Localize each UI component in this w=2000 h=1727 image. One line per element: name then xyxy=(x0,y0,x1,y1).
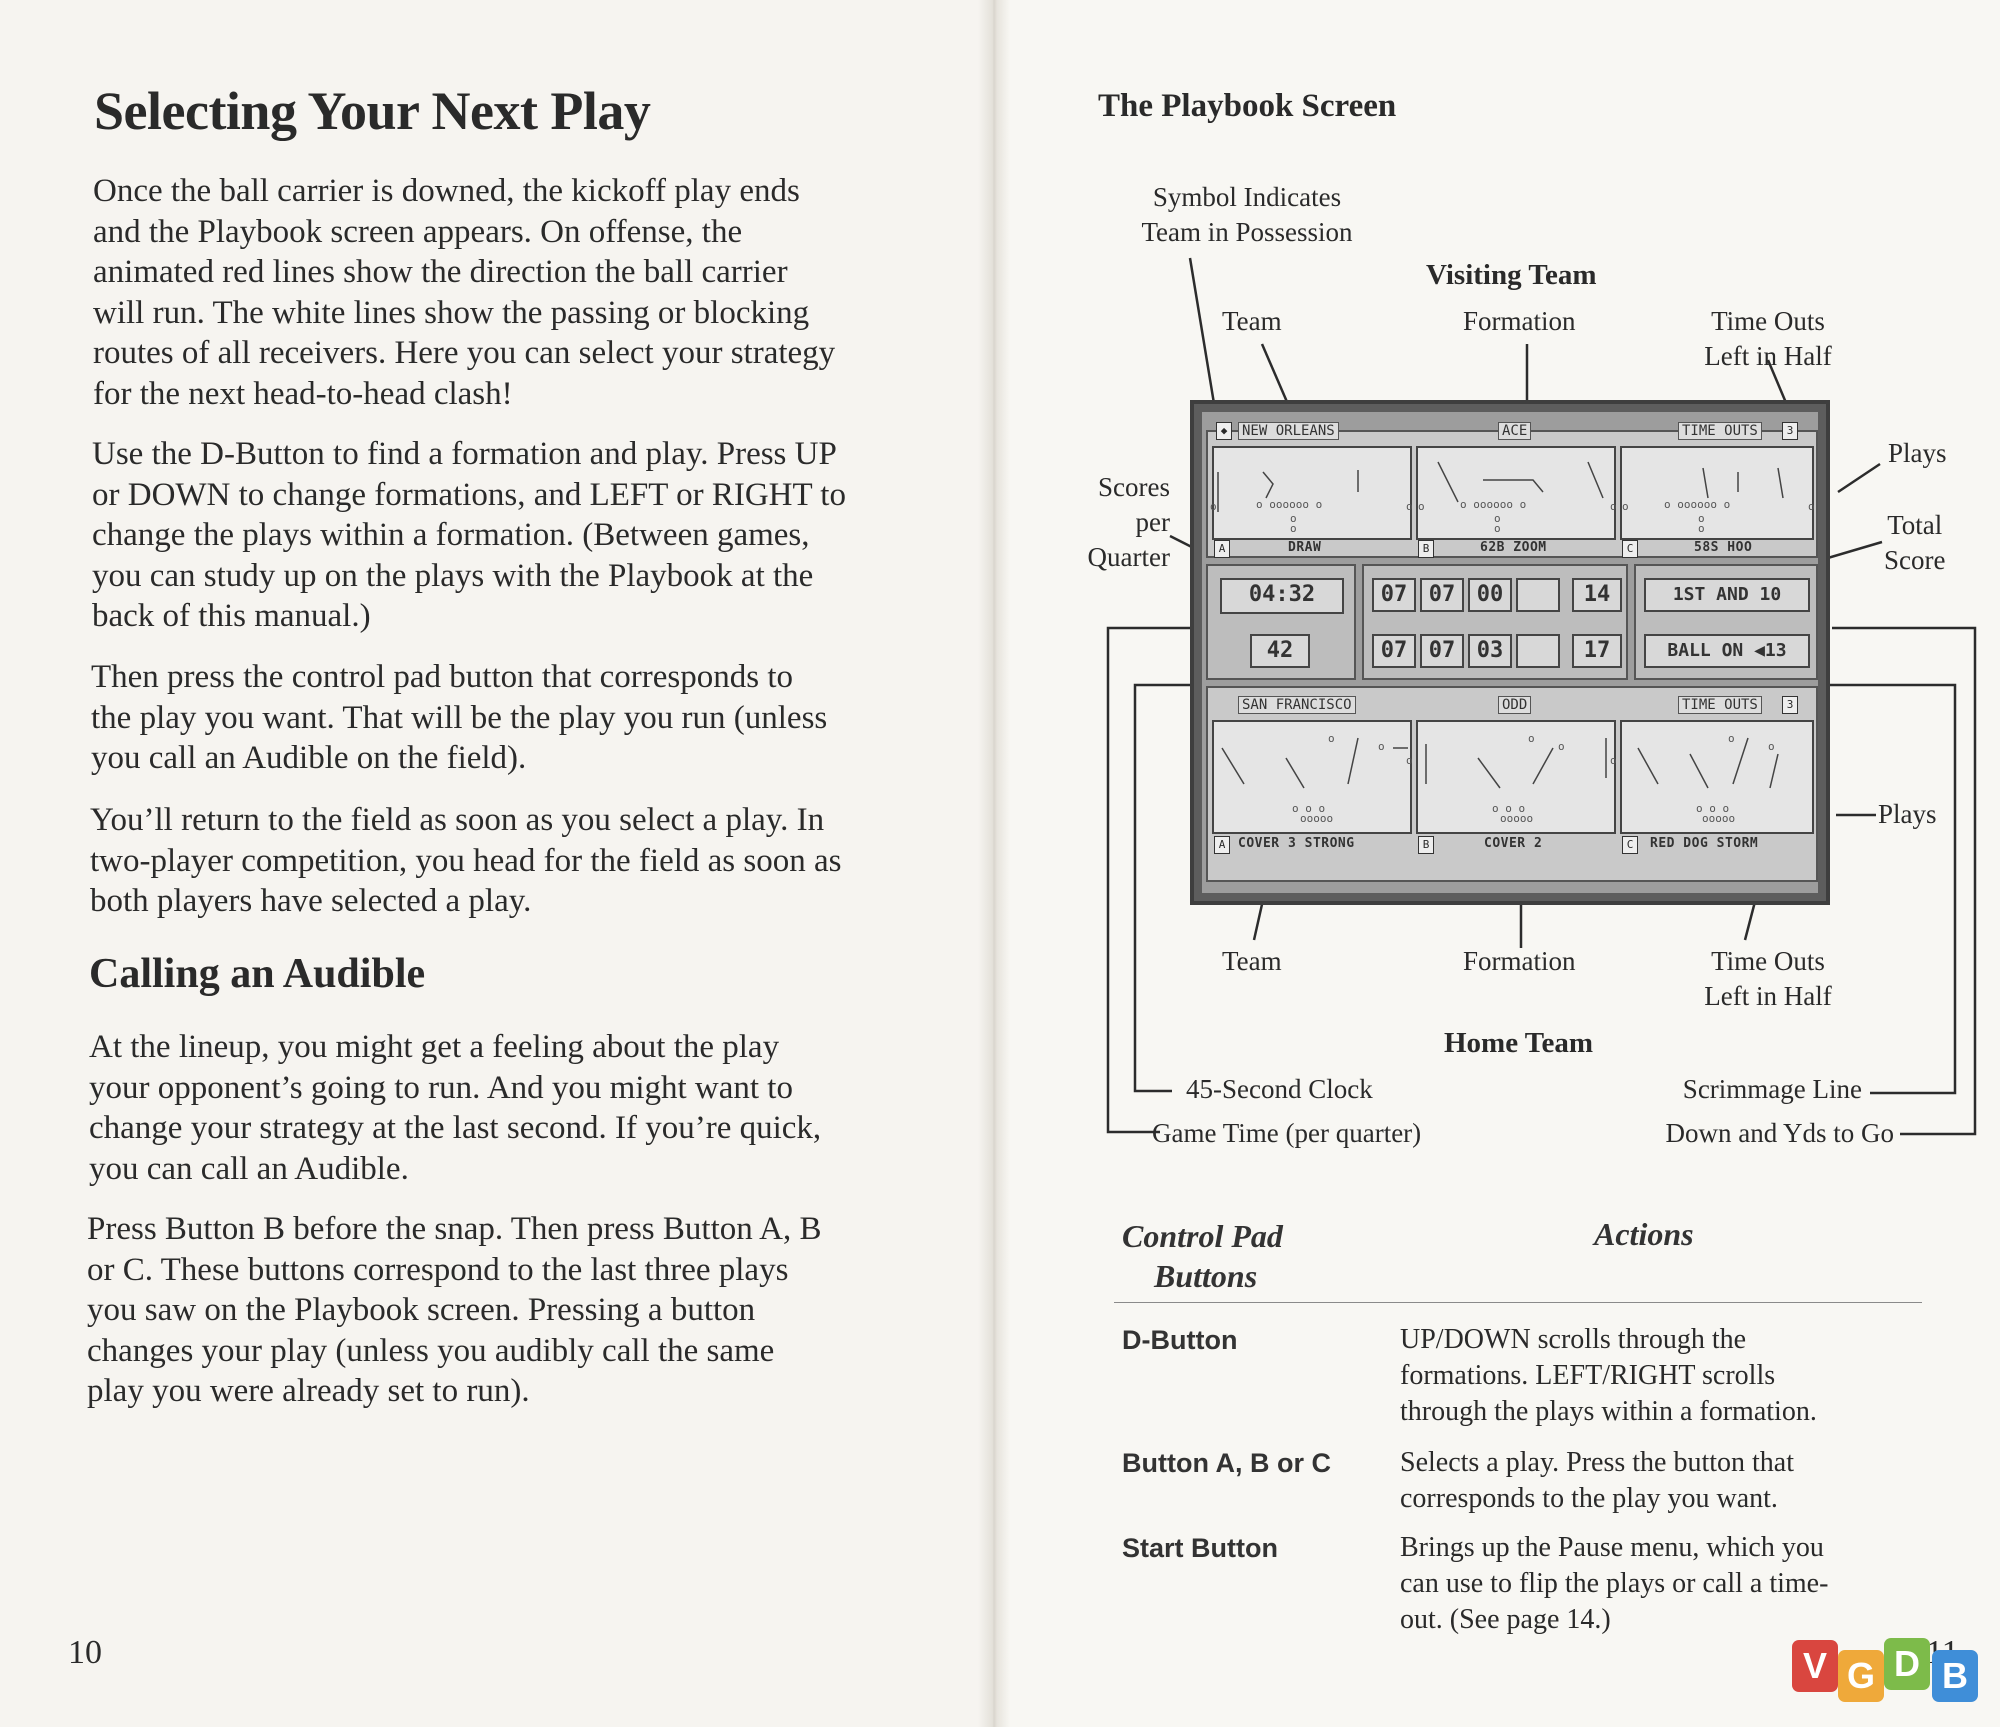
logo-tile-b: B xyxy=(1932,1650,1978,1702)
table-row-key: D-Button xyxy=(1122,1325,1238,1355)
logo-tile-d: D xyxy=(1884,1638,1930,1690)
table-row-action: Brings up the Pause menu, which you can use to flip the plays or call a time- out. (See page 14.) xyxy=(1400,1532,1829,1635)
svg-text:o: o xyxy=(1406,500,1413,513)
svg-text:o: o xyxy=(1378,740,1385,753)
home-total: 17 xyxy=(1572,634,1622,668)
paragraph-6: Press Button B before the snap. Then press Button A, B or C. These buttons correspond to the last three plays you saw on the Playbook screen. Pressing a button changes your play (unless you audibly call the same play you were already set to run). xyxy=(87,1211,822,1409)
label-plays-top: Plays xyxy=(1888,438,1947,468)
home-q1: 07 xyxy=(1372,634,1416,668)
visitor-play-a-name: DRAW xyxy=(1288,540,1322,555)
home-play-c-name: RED DOG STORM xyxy=(1650,836,1759,851)
label-plays-bottom: Plays xyxy=(1878,799,1937,829)
svg-text:o: o xyxy=(1418,500,1425,513)
visitor-q4 xyxy=(1516,578,1560,612)
visitor-q1: 07 xyxy=(1372,578,1416,612)
svg-text:o: o xyxy=(1610,500,1617,513)
home-q4 xyxy=(1516,634,1560,668)
label-symbol-indicates: Symbol Indicates Team in Possession xyxy=(1141,182,1353,247)
svg-text:o: o xyxy=(1622,500,1629,513)
label-formation-bottom: Formation xyxy=(1463,946,1576,976)
svg-text:o: o xyxy=(1494,522,1501,535)
svg-text:o o o: o o o xyxy=(1292,802,1326,815)
label-team-bottom: Team xyxy=(1222,946,1282,976)
down-distance-panel xyxy=(1634,564,1818,680)
visitor-timeouts-count: 3 xyxy=(1782,422,1798,440)
table-row-action: Selects a play. Press the button that corresponds to the play you want. xyxy=(1400,1447,1794,1514)
label-game-time: Game Time (per quarter) xyxy=(1152,1118,1422,1148)
page-number-left: 10 xyxy=(68,1634,102,1671)
svg-text:o oooooo o: o oooooo o xyxy=(1460,498,1527,511)
svg-text:o: o xyxy=(1528,732,1535,745)
label-down-and-yds: Down and Yds to Go xyxy=(1665,1118,1894,1148)
svg-text:o: o xyxy=(1728,732,1735,745)
svg-text:o: o xyxy=(1558,740,1565,753)
svg-text:o: o xyxy=(1808,500,1815,513)
heading-calling-audible: Calling an Audible xyxy=(89,951,426,997)
paragraph-4: You’ll return to the field as soon as you select a play. In two-player competition, you head for the field as soon as both players have selected a play. xyxy=(90,802,842,919)
home-team-name: SAN FRANCISCO xyxy=(1238,696,1356,714)
paragraph-2: Use the D-Button to find a formation and play. Press UP or DOWN to change formations, and LEFT or RIGHT to change the plays within a formation. (Between games, you can study up on the plays with the Playbook at the back of this manual.) xyxy=(92,436,846,634)
paragraph-5: At the lineup, you might get a feeling about the play your opponent’s going to run. And you might want to change your strategy at the last second. If you’re quick, you can call an Audible. xyxy=(89,1029,822,1187)
playbook-screen-title: The Playbook Screen xyxy=(1098,88,1397,124)
svg-text:o: o xyxy=(1406,754,1413,767)
playbook-game-screenshot xyxy=(1190,400,1830,905)
svg-text:ooooo: ooooo xyxy=(1500,812,1534,825)
clock-panel xyxy=(1206,564,1356,680)
paragraph-1: Once the ball carrier is downed, the kickoff play ends and the Playbook screen appears. On offense, the animated red lines show the direction the ball carrier will run. The white lines show the passing or blocking routes of all receivers. Here you can select your strategy for the next head-to-head clash! xyxy=(93,173,836,412)
svg-text:o: o xyxy=(1494,512,1501,525)
paragraph-3: Then press the control pad button that corresponds to the play you want. That will be the play you run (unless you call an Audible on the field). xyxy=(91,659,828,776)
table-header-control-pad: Control Pad Buttons xyxy=(1122,1218,1283,1294)
svg-text:o: o xyxy=(1328,732,1335,745)
home-button-a-tag: A xyxy=(1214,836,1230,854)
visitor-play-c-name: 58S HOO xyxy=(1694,540,1753,555)
visitor-play-panel xyxy=(1206,423,1818,558)
home-q2: 07 xyxy=(1420,634,1464,668)
svg-text:o: o xyxy=(1610,754,1617,767)
table-header-rule xyxy=(1114,1302,1922,1303)
home-formation: ODD xyxy=(1498,696,1531,714)
button-a-tag: A xyxy=(1214,540,1230,558)
down-and-distance: 1ST AND 10 xyxy=(1644,578,1810,612)
logo-tile-g: G xyxy=(1838,1650,1884,1702)
visitor-team-name: NEW ORLEANS xyxy=(1238,422,1339,440)
table-header-actions: Actions xyxy=(1594,1216,1694,1252)
label-visiting-team: Visiting Team xyxy=(1426,259,1597,291)
svg-text:o: o xyxy=(1768,740,1775,753)
label-45-second-clock: 45-Second Clock xyxy=(1186,1074,1373,1104)
svg-text:o oooooo o: o oooooo o xyxy=(1664,498,1731,511)
play-clock: 42 xyxy=(1250,634,1310,668)
visitor-total: 14 xyxy=(1572,578,1622,612)
home-button-c-tag: C xyxy=(1622,836,1638,854)
svg-text:o o o: o o o xyxy=(1696,802,1730,815)
svg-text:o: o xyxy=(1698,512,1705,525)
visitor-q3: 00 xyxy=(1468,578,1512,612)
label-timeouts-bottom: Time Outs Left in Half xyxy=(1704,946,1832,1011)
button-b-tag: B xyxy=(1418,540,1434,558)
label-formation-top: Formation xyxy=(1463,306,1576,336)
visitor-timeouts-label: TIME OUTS xyxy=(1678,422,1762,440)
label-total-score: Total Score xyxy=(1884,510,1946,575)
button-c-tag: C xyxy=(1622,540,1638,558)
svg-text:ooooo: ooooo xyxy=(1702,812,1736,825)
svg-text:o oooooo o: o oooooo o xyxy=(1256,498,1323,511)
visitor-formation: ACE xyxy=(1498,422,1531,440)
home-play-panel xyxy=(1206,686,1818,882)
score-panel xyxy=(1362,564,1628,680)
home-q3: 03 xyxy=(1468,634,1512,668)
table-row-key: Start Button xyxy=(1122,1533,1278,1563)
vgdb-watermark-logo xyxy=(1792,1638,1990,1704)
home-timeouts-label: TIME OUTS xyxy=(1678,696,1762,714)
home-timeouts-count: 3 xyxy=(1782,696,1798,714)
svg-text:o: o xyxy=(1290,512,1297,525)
game-clock: 04:32 xyxy=(1220,578,1344,614)
label-home-team: Home Team xyxy=(1444,1027,1594,1059)
logo-tile-v: V xyxy=(1792,1640,1838,1692)
svg-text:ooooo: ooooo xyxy=(1300,812,1334,825)
ball-on-yardline: BALL ON ◀13 xyxy=(1644,634,1810,668)
label-scores-per-quarter: Scores per Quarter xyxy=(1087,472,1170,572)
visitor-play-b-name: 62B ZOOM xyxy=(1480,540,1547,555)
label-scrimmage-line: Scrimmage Line xyxy=(1682,1074,1862,1104)
home-play-a-name: COVER 3 STRONG xyxy=(1238,836,1355,851)
visitor-q2: 07 xyxy=(1420,578,1464,612)
table-row-key: Button A, B or C xyxy=(1122,1448,1331,1478)
heading-selecting-next-play: Selecting Your Next Play xyxy=(94,81,651,141)
svg-text:o: o xyxy=(1698,522,1705,535)
label-team-top: Team xyxy=(1222,306,1282,336)
table-row-action: UP/DOWN scrolls through the formations. LEFT/RIGHT scrolls through the plays within a formation. xyxy=(1400,1324,1817,1427)
home-button-b-tag: B xyxy=(1418,836,1434,854)
svg-text:o o o: o o o xyxy=(1492,802,1526,815)
home-play-b-name: COVER 2 xyxy=(1484,836,1543,851)
svg-text:o: o xyxy=(1210,500,1217,513)
home-route-diagrams xyxy=(1208,688,1820,884)
svg-text:o: o xyxy=(1290,522,1297,535)
possession-football-icon: ◆ xyxy=(1216,422,1232,440)
label-timeouts-top: Time Outs Left in Half xyxy=(1704,306,1832,371)
